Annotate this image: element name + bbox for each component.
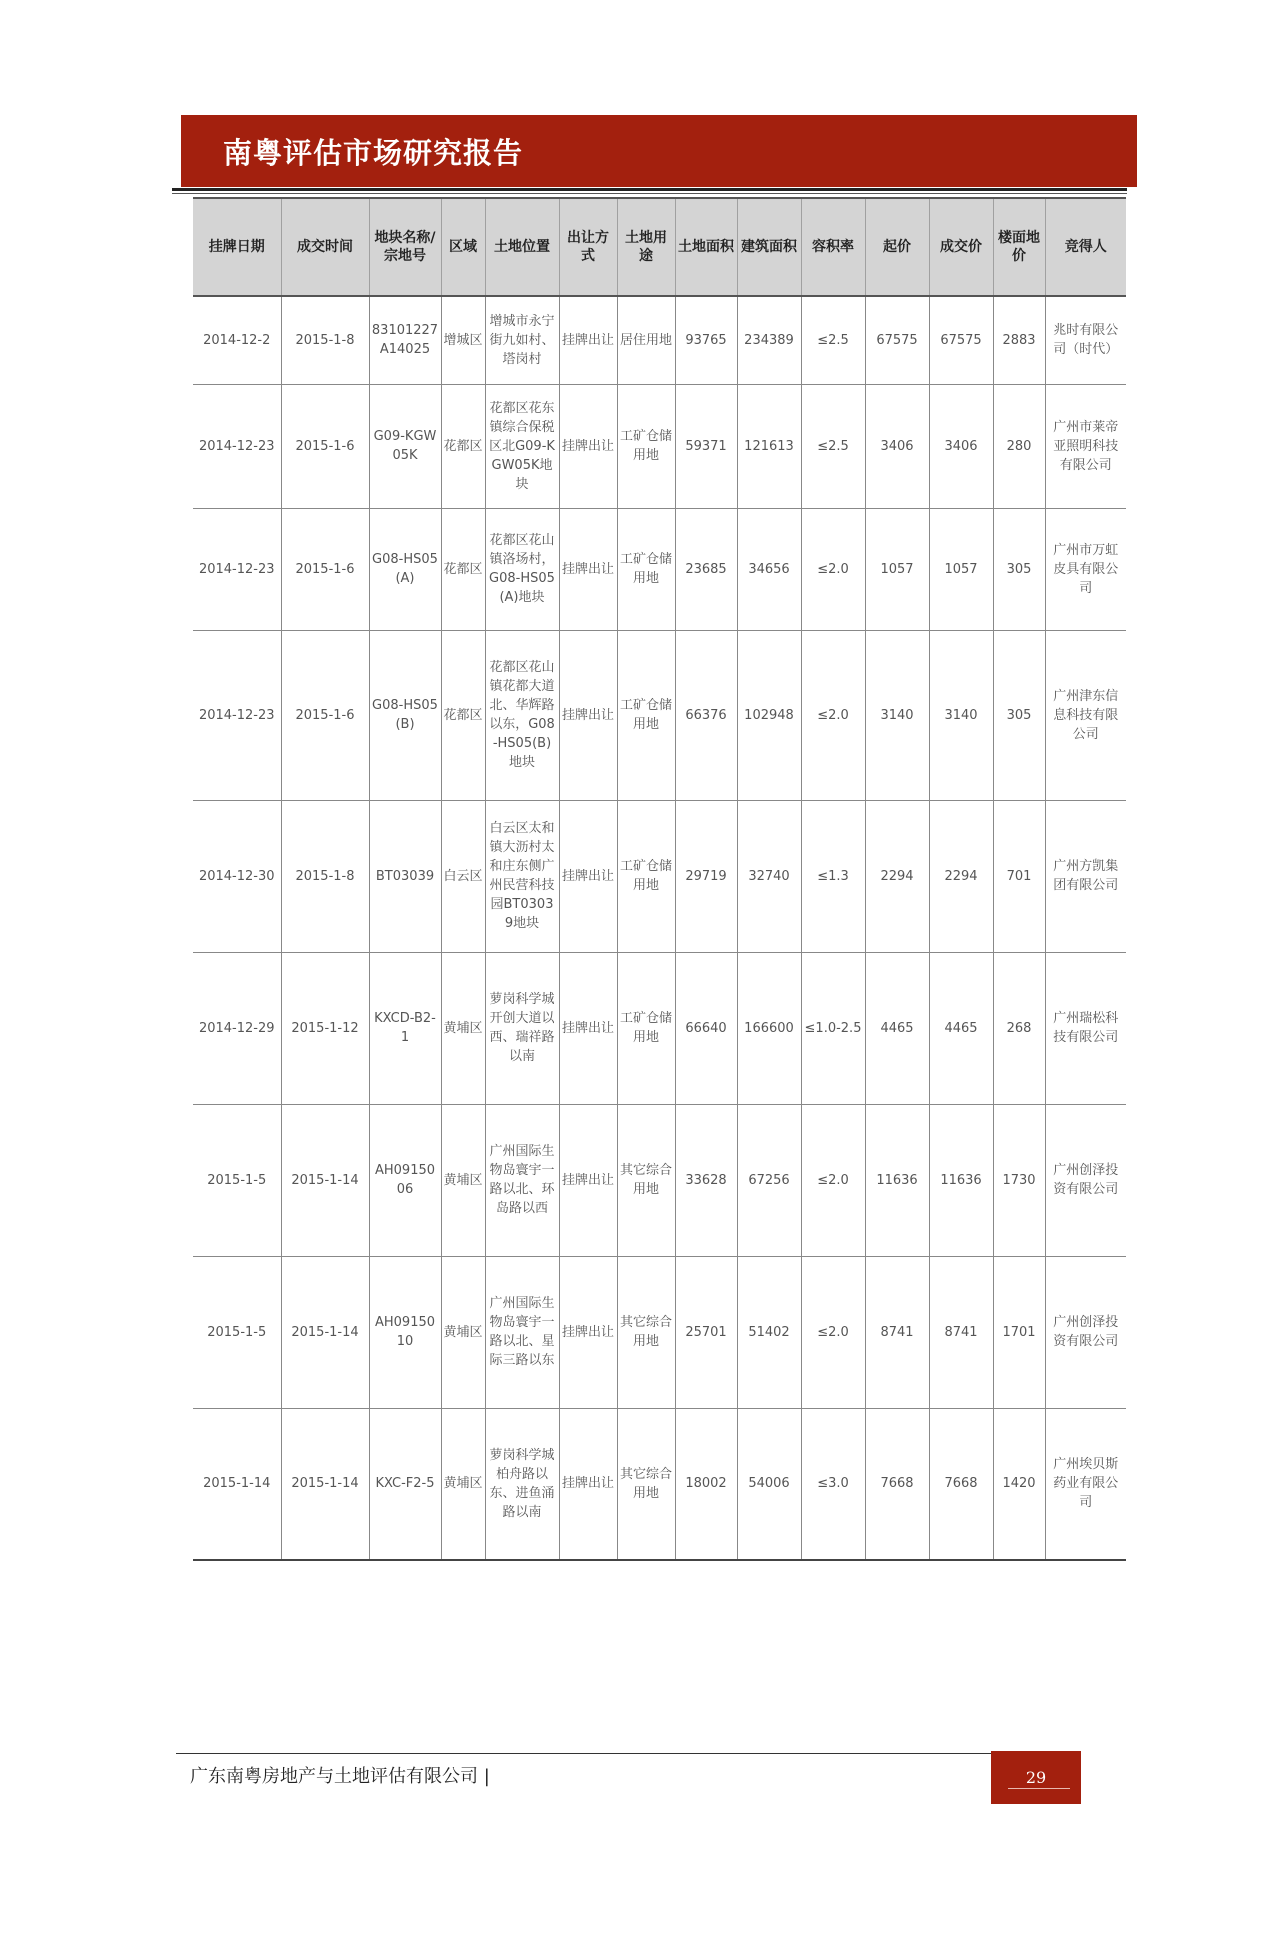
cell-deal-price: 8741 bbox=[929, 1256, 993, 1408]
table-row bbox=[193, 952, 1126, 1104]
cell-transfer-method: 挂牌出让 bbox=[559, 630, 617, 800]
cell-parcel-id: KXC-F2-5 bbox=[369, 1408, 441, 1560]
cell-floor-price: 1420 bbox=[993, 1408, 1045, 1560]
cell-deal-price: 67575 bbox=[929, 296, 993, 384]
cell-building-area: 166600 bbox=[737, 952, 801, 1104]
report-title: 南粤评估市场研究报告 bbox=[223, 135, 524, 170]
cell-land-use: 其它综合用地 bbox=[617, 1408, 675, 1560]
cell-deal-date: 2015-1-8 bbox=[281, 296, 369, 384]
cell-winner: 广州埃贝斯药业有限公司 bbox=[1045, 1408, 1126, 1560]
cell-district: 增城区 bbox=[441, 296, 485, 384]
cell-building-area: 34656 bbox=[737, 508, 801, 630]
cell-winner: 兆时有限公司（时代） bbox=[1045, 296, 1126, 384]
cell-deal-price: 11636 bbox=[929, 1104, 993, 1256]
cell-land-area: 25701 bbox=[675, 1256, 737, 1408]
cell-location: 广州国际生物岛寰宇一路以北、星际三路以东 bbox=[485, 1256, 559, 1408]
table-row bbox=[193, 1104, 1126, 1256]
cell-plot-ratio: ≤2.5 bbox=[801, 296, 865, 384]
header-rule-thin bbox=[172, 193, 1127, 194]
cell-location: 广州国际生物岛寰宇一路以北、环岛路以西 bbox=[485, 1104, 559, 1256]
cell-building-area: 51402 bbox=[737, 1256, 801, 1408]
table-row bbox=[193, 800, 1126, 952]
cell-winner: 广州方凯集团有限公司 bbox=[1045, 800, 1126, 952]
column-header: 竞得人 bbox=[1045, 198, 1126, 296]
column-header: 成交时间 bbox=[281, 198, 369, 296]
cell-starting-price: 11636 bbox=[865, 1104, 929, 1256]
cell-deal-date: 2015-1-8 bbox=[281, 800, 369, 952]
cell-land-use: 工矿仓储用地 bbox=[617, 384, 675, 508]
cell-building-area: 32740 bbox=[737, 800, 801, 952]
column-header: 地块名称/宗地号 bbox=[369, 198, 441, 296]
cell-land-use: 工矿仓储用地 bbox=[617, 952, 675, 1104]
footer-company-name: 广东南粤房地产与土地评估有限公司 | bbox=[190, 1766, 490, 1787]
cell-transfer-method: 挂牌出让 bbox=[559, 1256, 617, 1408]
table-row bbox=[193, 1408, 1126, 1560]
cell-winner: 广州市莱帝亚照明科技有限公司 bbox=[1045, 384, 1126, 508]
cell-floor-price: 1730 bbox=[993, 1104, 1045, 1256]
cell-transfer-method: 挂牌出让 bbox=[559, 384, 617, 508]
cell-location: 花都区花山镇花都大道北、华辉路以东，G08-HS05(B)地块 bbox=[485, 630, 559, 800]
cell-land-area: 93765 bbox=[675, 296, 737, 384]
cell-building-area: 121613 bbox=[737, 384, 801, 508]
cell-parcel-id: KXCD-B2-1 bbox=[369, 952, 441, 1104]
cell-starting-price: 7668 bbox=[865, 1408, 929, 1560]
cell-district: 花都区 bbox=[441, 630, 485, 800]
cell-land-area: 33628 bbox=[675, 1104, 737, 1256]
column-header: 区域 bbox=[441, 198, 485, 296]
cell-parcel-id: BT03039 bbox=[369, 800, 441, 952]
cell-location: 萝岗科学城柏舟路以东、进鱼涌路以南 bbox=[485, 1408, 559, 1560]
column-header: 出让方式 bbox=[559, 198, 617, 296]
cell-land-use: 其它综合用地 bbox=[617, 1256, 675, 1408]
cell-starting-price: 8741 bbox=[865, 1256, 929, 1408]
cell-land-use: 工矿仓储用地 bbox=[617, 508, 675, 630]
cell-winner: 广州津东信息科技有限公司 bbox=[1045, 630, 1126, 800]
cell-building-area: 54006 bbox=[737, 1408, 801, 1560]
cell-land-use: 工矿仓储用地 bbox=[617, 630, 675, 800]
cell-district: 黄埔区 bbox=[441, 1256, 485, 1408]
cell-deal-price: 3140 bbox=[929, 630, 993, 800]
cell-transfer-method: 挂牌出让 bbox=[559, 800, 617, 952]
cell-listing-date: 2014-12-30 bbox=[193, 800, 281, 952]
column-header: 挂牌日期 bbox=[193, 198, 281, 296]
cell-transfer-method: 挂牌出让 bbox=[559, 1408, 617, 1560]
column-header: 土地用途 bbox=[617, 198, 675, 296]
column-header: 成交价 bbox=[929, 198, 993, 296]
cell-plot-ratio: ≤1.0-2.5 bbox=[801, 952, 865, 1104]
cell-transfer-method: 挂牌出让 bbox=[559, 952, 617, 1104]
cell-plot-ratio: ≤3.0 bbox=[801, 1408, 865, 1560]
cell-transfer-method: 挂牌出让 bbox=[559, 508, 617, 630]
cell-parcel-id: G09-KGW05K bbox=[369, 384, 441, 508]
cell-deal-date: 2015-1-14 bbox=[281, 1408, 369, 1560]
cell-land-area: 59371 bbox=[675, 384, 737, 508]
cell-location: 萝岗科学城开创大道以西、瑞祥路以南 bbox=[485, 952, 559, 1104]
column-header: 起价 bbox=[865, 198, 929, 296]
page-number: 29 bbox=[1025, 1768, 1047, 1787]
cell-listing-date: 2014-12-29 bbox=[193, 952, 281, 1104]
cell-deal-date: 2015-1-6 bbox=[281, 508, 369, 630]
cell-location: 花都区花东镇综合保税区北G09-KGW05K地块 bbox=[485, 384, 559, 508]
cell-land-use: 工矿仓储用地 bbox=[617, 800, 675, 952]
cell-winner: 广州创泽投资有限公司 bbox=[1045, 1104, 1126, 1256]
cell-deal-date: 2015-1-14 bbox=[281, 1104, 369, 1256]
column-header: 容积率 bbox=[801, 198, 865, 296]
cell-deal-price: 3406 bbox=[929, 384, 993, 508]
cell-location: 白云区太和镇大沥村太和庄东侧广州民营科技园BT03039地块 bbox=[485, 800, 559, 952]
cell-parcel-id: G08-HS05(B) bbox=[369, 630, 441, 800]
cell-floor-price: 305 bbox=[993, 508, 1045, 630]
cell-building-area: 234389 bbox=[737, 296, 801, 384]
cell-transfer-method: 挂牌出让 bbox=[559, 1104, 617, 1256]
cell-starting-price: 3406 bbox=[865, 384, 929, 508]
cell-land-area: 66376 bbox=[675, 630, 737, 800]
footer-rule bbox=[176, 1753, 992, 1754]
cell-plot-ratio: ≤2.0 bbox=[801, 508, 865, 630]
table-header-row bbox=[193, 198, 1126, 296]
cell-parcel-id: AH0915006 bbox=[369, 1104, 441, 1256]
cell-deal-date: 2015-1-6 bbox=[281, 384, 369, 508]
cell-listing-date: 2015-1-5 bbox=[193, 1256, 281, 1408]
cell-location: 花都区花山镇洛场村，G08-HS05(A)地块 bbox=[485, 508, 559, 630]
cell-listing-date: 2015-1-5 bbox=[193, 1104, 281, 1256]
cell-deal-date: 2015-1-12 bbox=[281, 952, 369, 1104]
cell-district: 黄埔区 bbox=[441, 1408, 485, 1560]
cell-building-area: 102948 bbox=[737, 630, 801, 800]
header-rule bbox=[172, 188, 1127, 191]
cell-land-area: 29719 bbox=[675, 800, 737, 952]
cell-deal-price: 1057 bbox=[929, 508, 993, 630]
cell-floor-price: 305 bbox=[993, 630, 1045, 800]
cell-deal-date: 2015-1-6 bbox=[281, 630, 369, 800]
cell-parcel-id: 83101227A14025 bbox=[369, 296, 441, 384]
cell-floor-price: 2883 bbox=[993, 296, 1045, 384]
cell-winner: 广州瑞松科技有限公司 bbox=[1045, 952, 1126, 1104]
cell-transfer-method: 挂牌出让 bbox=[559, 296, 617, 384]
cell-winner: 广州市万虹皮具有限公司 bbox=[1045, 508, 1126, 630]
cell-winner: 广州创泽投资有限公司 bbox=[1045, 1256, 1126, 1408]
cell-land-use: 居住用地 bbox=[617, 296, 675, 384]
cell-starting-price: 4465 bbox=[865, 952, 929, 1104]
cell-plot-ratio: ≤2.0 bbox=[801, 1256, 865, 1408]
cell-district: 黄埔区 bbox=[441, 952, 485, 1104]
table-row bbox=[193, 296, 1126, 384]
table-row bbox=[193, 508, 1126, 630]
cell-listing-date: 2014-12-23 bbox=[193, 384, 281, 508]
land-transaction-table bbox=[193, 197, 1126, 1561]
cell-land-area: 66640 bbox=[675, 952, 737, 1104]
page-number-box bbox=[991, 1751, 1081, 1804]
land-transaction-table-wrap bbox=[193, 197, 1126, 1561]
cell-deal-price: 2294 bbox=[929, 800, 993, 952]
cell-listing-date: 2014-12-23 bbox=[193, 630, 281, 800]
cell-plot-ratio: ≤2.0 bbox=[801, 1104, 865, 1256]
cell-deal-price: 7668 bbox=[929, 1408, 993, 1560]
cell-floor-price: 701 bbox=[993, 800, 1045, 952]
column-header: 楼面地价 bbox=[993, 198, 1045, 296]
cell-parcel-id: G08-HS05(A) bbox=[369, 508, 441, 630]
table-row bbox=[193, 630, 1126, 800]
table-row bbox=[193, 384, 1126, 508]
column-header: 土地面积 bbox=[675, 198, 737, 296]
cell-district: 黄埔区 bbox=[441, 1104, 485, 1256]
cell-district: 花都区 bbox=[441, 384, 485, 508]
cell-plot-ratio: ≤2.0 bbox=[801, 630, 865, 800]
cell-listing-date: 2015-1-14 bbox=[193, 1408, 281, 1560]
cell-parcel-id: AH0915010 bbox=[369, 1256, 441, 1408]
report-header-band bbox=[181, 115, 1137, 187]
cell-deal-price: 4465 bbox=[929, 952, 993, 1104]
cell-starting-price: 2294 bbox=[865, 800, 929, 952]
cell-listing-date: 2014-12-23 bbox=[193, 508, 281, 630]
cell-listing-date: 2014-12-2 bbox=[193, 296, 281, 384]
cell-floor-price: 268 bbox=[993, 952, 1045, 1104]
table-row bbox=[193, 1256, 1126, 1408]
cell-starting-price: 3140 bbox=[865, 630, 929, 800]
cell-district: 花都区 bbox=[441, 508, 485, 630]
column-header: 建筑面积 bbox=[737, 198, 801, 296]
cell-starting-price: 67575 bbox=[865, 296, 929, 384]
cell-deal-date: 2015-1-14 bbox=[281, 1256, 369, 1408]
cell-location: 增城市永宁街九如村、塔岗村 bbox=[485, 296, 559, 384]
cell-land-area: 18002 bbox=[675, 1408, 737, 1560]
column-header: 土地位置 bbox=[485, 198, 559, 296]
cell-plot-ratio: ≤2.5 bbox=[801, 384, 865, 508]
page-number-underline bbox=[1008, 1788, 1070, 1789]
cell-floor-price: 1701 bbox=[993, 1256, 1045, 1408]
cell-land-area: 23685 bbox=[675, 508, 737, 630]
cell-starting-price: 1057 bbox=[865, 508, 929, 630]
cell-district: 白云区 bbox=[441, 800, 485, 952]
cell-land-use: 其它综合用地 bbox=[617, 1104, 675, 1256]
cell-floor-price: 280 bbox=[993, 384, 1045, 508]
cell-building-area: 67256 bbox=[737, 1104, 801, 1256]
cell-plot-ratio: ≤1.3 bbox=[801, 800, 865, 952]
